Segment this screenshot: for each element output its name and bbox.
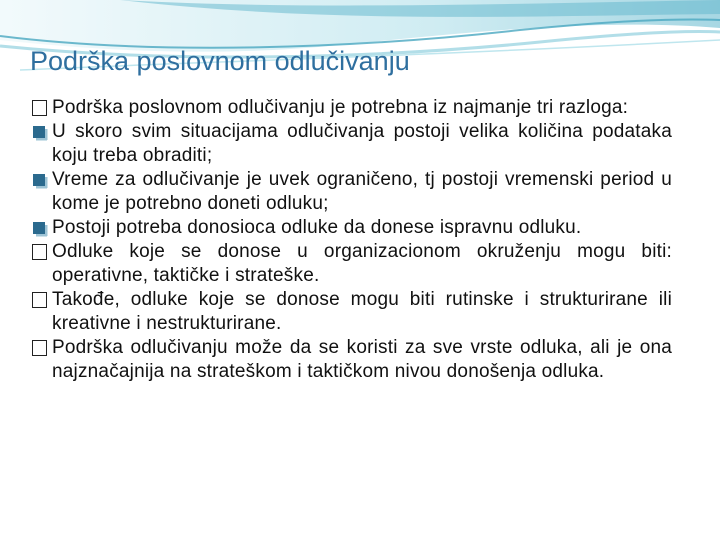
page-title: Podrška poslovnom odlučivanju [30,46,410,76]
list-item-text: Postoji potreba donosioca odluke da donese ispravnu odluku. [52,217,582,238]
list-item-text: Takođe, odluke koje se donose mogu biti rutinske i strukturirane ili kreativne i nestrukturirane. [52,289,672,334]
box-icon [32,244,47,260]
list-item [32,96,672,120]
bullet-list [32,96,672,384]
box-icon [32,292,47,308]
list-item [32,288,672,336]
list-item [32,336,672,384]
list-item [32,240,672,288]
list-item [32,168,672,216]
list-item-text: Odluke koje se donose u organizacionom okruženju mogu biti: operativne, taktičke i strateške. [52,241,672,286]
q-bullet-icon [32,173,48,189]
list-item-text: Podrška odlučivanju može da se koristi za sve vrste odluka, ali je ona najznačajnija na strateškom i taktičkom nivou donošenja odluka. [52,337,672,382]
box-icon [32,340,47,356]
q-bullet-icon [32,221,48,237]
q-bullet-icon [32,125,48,141]
list-item-text: Podrška poslovnom odlučivanju je potrebna iz najmanje tri razloga: [52,97,629,118]
list-item-text: Vreme za odlučivanje je uvek ograničeno, tj postoji vremenski period u kome je potrebno doneti odluku; [52,169,672,214]
box-icon [32,100,47,116]
list-item [32,216,672,240]
list-item [32,120,672,168]
list-item-text: U skoro svim situacijama odlučivanja postoji velika količina podataka koju treba obraditi; [52,121,672,166]
